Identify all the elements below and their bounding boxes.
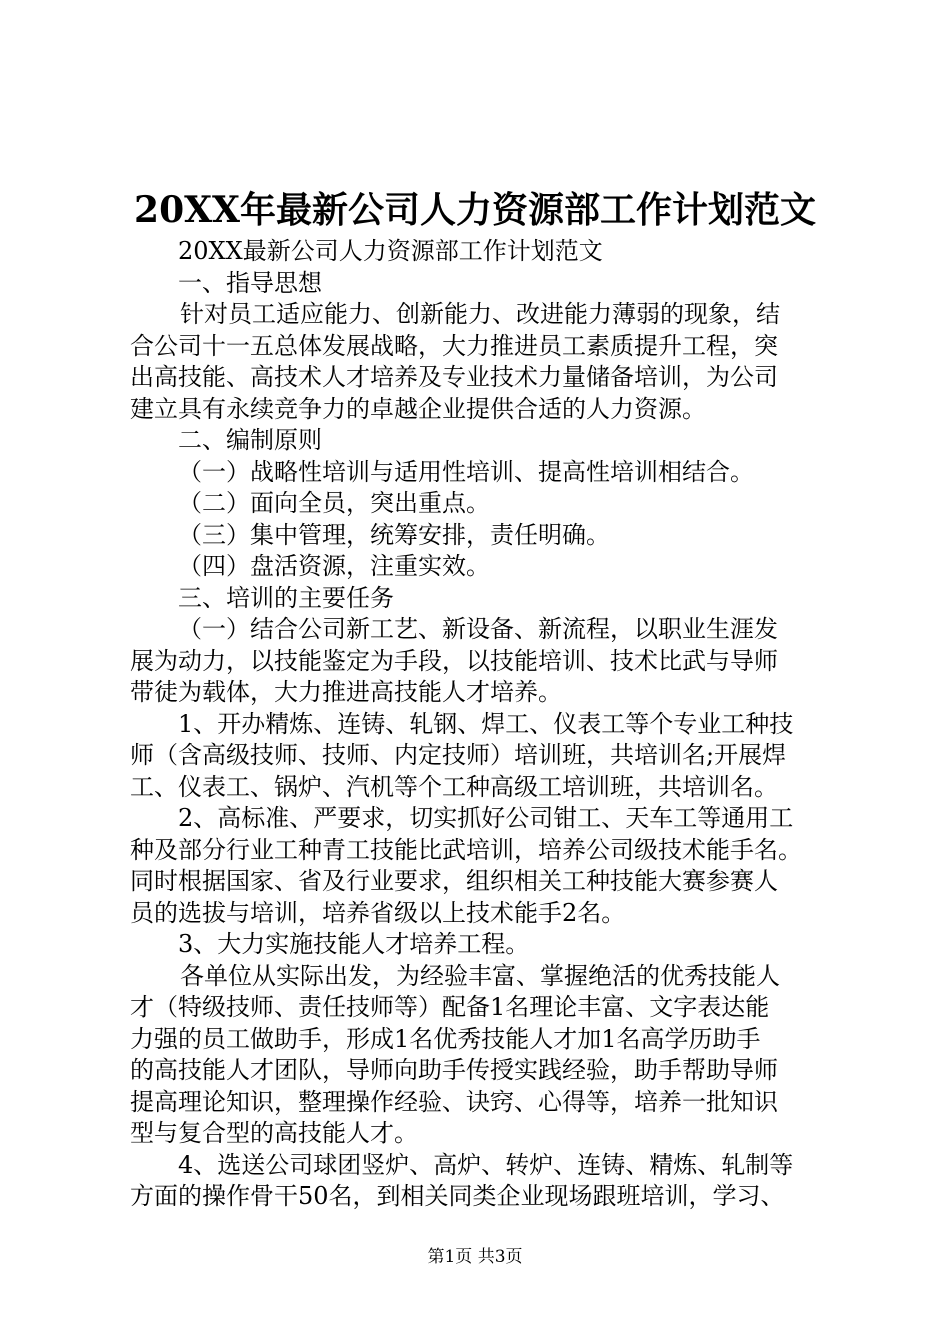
paragraph-line: 师（含高级技师、技师、内定技师）培训班，共培训名;开展焊	[130, 741, 787, 769]
paragraph-line: 力强的员工做助手，形成1名优秀技能人才加1名高学历助手	[130, 1024, 761, 1053]
paragraph-line: 展为动力，以技能鉴定为手段，以技能培训、技术比武与导师	[130, 646, 778, 675]
paragraph-line: 同时根据国家、省及行业要求，组织相关工种技能大赛参赛人	[130, 867, 778, 895]
list-item: （三）集中管理，统筹安排，责任明确。	[178, 520, 610, 549]
list-item: （一）战略性培训与适用性培训、提高性培训相结合。	[178, 457, 754, 486]
paragraph-line: 带徒为载体，大力推进高技能人才培养。	[130, 678, 562, 706]
paragraph-line: 出高技能、高技术人才培养及专业技术力量储备培训，为公司	[130, 363, 778, 391]
paragraph-line: 方面的操作骨干50名，到相关同类企业现场跟班培训，学习、	[130, 1182, 785, 1210]
paragraph-line: 的高技能人才团队，导师向助手传授实践经验，助手帮助导师	[130, 1056, 778, 1084]
paragraph-line: 2、高标准、严要求，切实抓好公司钳工、天车工等通用工	[178, 804, 794, 832]
paragraph-line: （一）结合公司新工艺、新设备、新流程，以职业生涯发	[178, 615, 778, 643]
paragraph-line: 才（特级技师、责任技师等）配备1名理论丰富、文字表达能	[130, 993, 770, 1021]
section-heading: 二、编制原则	[178, 426, 322, 454]
paragraph-line: 型与复合型的高技能人才。	[130, 1119, 418, 1147]
paragraph-line: 提高理论知识，整理操作经验、诀窍、心得等，培养一批知识	[130, 1087, 778, 1116]
paragraph-line: 针对员工适应能力、创新能力、改进能力薄弱的现象，结	[180, 300, 780, 328]
document-body	[130, 236, 832, 1213]
section-heading: 一、指导思想	[178, 268, 322, 297]
paragraph-line: 建立具有永续竞争力的卓越企业提供合适的人力资源。	[130, 394, 706, 423]
subtitle-line: 20XX最新公司人力资源部工作计划范文	[178, 237, 603, 265]
page-number-footer: 第1页 共3页	[427, 1247, 523, 1267]
document-title: 20XX年最新公司人力资源部工作计划范文	[134, 189, 816, 231]
paragraph-line: 3、大力实施技能人才培养工程。	[178, 930, 530, 958]
paragraph-line: 工、仪表工、锅炉、汽机等个工种高级工培训班，共培训名。	[130, 772, 778, 801]
paragraph-line: 1、开办精炼、连铸、轧钢、焊工、仪表工等个专业工种技	[178, 709, 794, 738]
paragraph-line: 合公司十一五总体发展战略，大力推进员工素质提升工程，突	[130, 331, 778, 360]
paragraph-line: 4、选送公司球团竖炉、高炉、转炉、连铸、精炼、轧制等	[178, 1150, 794, 1179]
paragraph-line: 员的选拔与培训，培养省级以上技术能手2名。	[130, 898, 626, 927]
paragraph-line: 种及部分行业工种青工技能比武培训，培养公司级技术能手名。	[130, 835, 802, 864]
section-heading: 三、培训的主要任务	[178, 583, 394, 612]
paragraph-line: 各单位从实际出发，为经验丰富、掌握绝活的优秀技能人	[180, 961, 780, 990]
list-item: （四）盘活资源，注重实效。	[178, 552, 490, 580]
list-item: （二）面向全员，突出重点。	[178, 489, 490, 517]
